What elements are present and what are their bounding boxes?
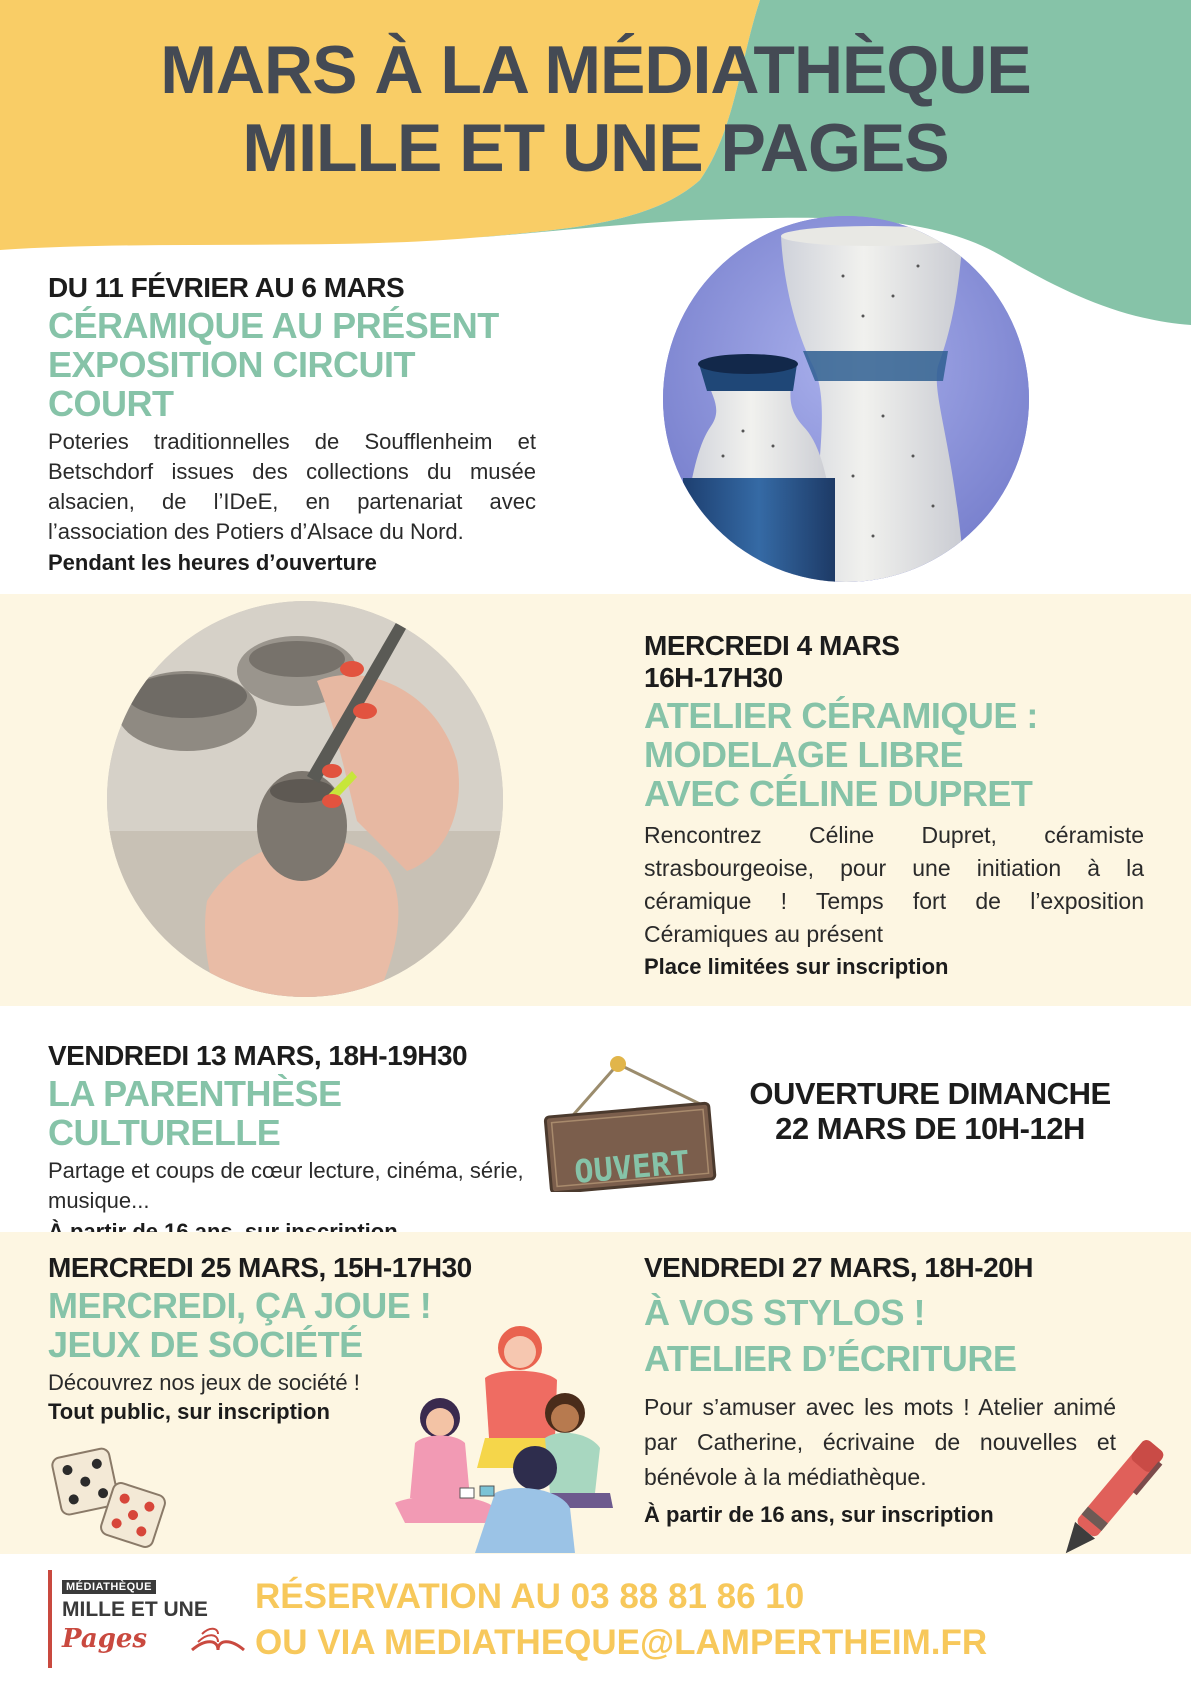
event2-block [644, 630, 1144, 981]
event5-title-line1: À VOS STYLOS ! [644, 1292, 926, 1333]
page-title-line2: MILLE ET UNE PAGES [242, 110, 949, 186]
event4-description: Découvrez nos jeux de société ! [48, 1370, 360, 1395]
event2-date-line1: MERCREDI 4 MARS [644, 630, 900, 661]
event1-title-line2: EXPOSITION CIRCUIT [48, 344, 416, 385]
dice-illustration [48, 1440, 168, 1550]
event4-note: Tout public, sur inscription [48, 1399, 330, 1424]
sunday-line1: OUVERTURE DIMANCHE [749, 1076, 1111, 1111]
event1-description: Poteries traditionnelles de Soufflenheim et Betschdorf issues des collections du musée alsacien, de l’IDeE, en partenariat avec l’association des Potiers d’Alsace du Nord. [48, 429, 536, 544]
logo-left-bar [48, 1570, 52, 1668]
open-sign [540, 1052, 720, 1192]
hands-illustration [107, 601, 503, 997]
kids-playing-illustration [385, 1318, 645, 1558]
vases-photo [663, 216, 1029, 582]
event4-date: MERCREDI 25 MARS, 15H-17H30 [48, 1252, 472, 1283]
event3-date: VENDREDI 13 MARS, 18H-19H30 [48, 1040, 468, 1071]
event4-title-line1: MERCREDI, ÇA JOUE ! [48, 1285, 432, 1326]
event5-date: VENDREDI 27 MARS, 18H-20H [644, 1252, 1033, 1283]
sunday-opening [720, 1076, 1140, 1146]
event2-title-line1: ATELIER CÉRAMIQUE : [644, 695, 1038, 736]
event1-title-line3: COURT [48, 383, 174, 424]
event2-description: Rencontrez Céline Dupret, céramiste strasbourgeoise, pour une initiation à la céramique ! Temps fort de l’exposition Céramiques au présent [644, 822, 1144, 947]
event1-date: DU 11 FÉVRIER AU 6 MARS [48, 272, 405, 303]
event2-note: Place limitées sur inscription [644, 954, 949, 979]
event1-note: Pendant les heures d’ouverture [48, 550, 377, 575]
event3-block [48, 1040, 548, 1246]
event2-title-line3: AVEC CÉLINE DUPRET [644, 773, 1033, 814]
page-title-line1: MARS À LA MÉDIATHÈQUE [160, 32, 1031, 108]
vases-illustration [663, 216, 1029, 582]
reservation-phone: RÉSERVATION AU 03 88 81 86 10 [255, 1577, 805, 1616]
logo-main-text: MILLE ET UNE [62, 1598, 208, 1621]
event4-title-line2: JEUX DE SOCIÉTÉ [48, 1324, 363, 1365]
event2-title-line2: MODELAGE LIBRE [644, 734, 964, 775]
sunday-line2: 22 MARS DE 10H-12H [775, 1111, 1085, 1146]
event5-description: Pour s’amuser avec les mots ! Atelier animé par Catherine, écrivaine de nouvelles et bénévole à la médiathèque. [644, 1394, 1116, 1490]
logo [48, 1566, 248, 1676]
hands-photo [107, 601, 503, 997]
event3-title: LA PARENTHÈSE CULTURELLE [48, 1073, 342, 1153]
event5-title-line2: ATELIER D’ÉCRITURE [644, 1338, 1017, 1379]
event1-block [48, 272, 536, 577]
event3-description: Partage et coups de cœur lecture, cinéma, série, musique... [48, 1158, 524, 1213]
logo-small-label: MÉDIATHÈQUE [62, 1580, 156, 1594]
reservation-info [255, 1576, 1175, 1664]
pen-icon [1050, 1434, 1170, 1564]
book-icon [188, 1616, 248, 1656]
logo-script-text: Pages [62, 1624, 148, 1654]
open-sign-label: OUVERT [572, 1143, 692, 1191]
event5-note: À partir de 16 ans, sur inscription [644, 1502, 994, 1527]
event2-date-line2: 16H-17H30 [644, 662, 783, 693]
reservation-email[interactable]: OU VIA MEDIATHEQUE@LAMPERTHEIM.FR [255, 1623, 988, 1662]
event1-title-line1: CÉRAMIQUE AU PRÉSENT [48, 305, 499, 346]
